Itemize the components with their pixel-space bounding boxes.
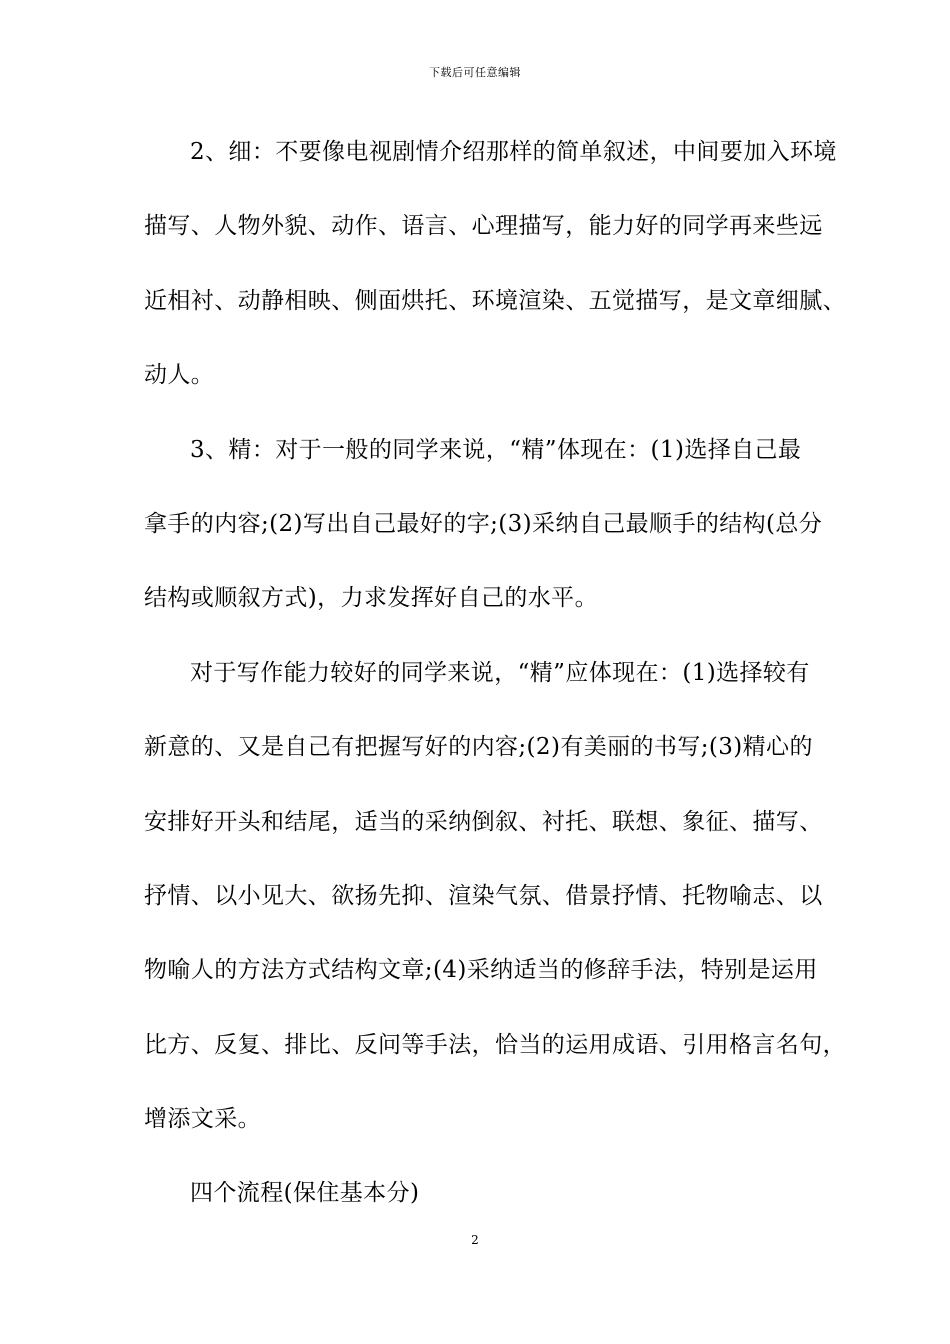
paragraph-line: 描写、人物外貌、动作、语言、心理描写，能力好的同学再来些远 — [144, 213, 823, 240]
paragraph-line: 比方、反复、排比、反问等手法，恰当的运用成语、引用格言名句， — [144, 1031, 846, 1058]
document-body — [144, 131, 846, 1247]
page-number: 2 — [471, 1233, 479, 1247]
paragraph-line: 物喻人的方法方式结构文章;(4)采纳适当的修辞手法，特别是运用 — [144, 957, 818, 984]
paragraph-line: 2、细：不要像电视剧情介绍那样的简单叙述，中间要加入环境 — [190, 139, 837, 165]
section-heading: 四个流程(保住基本分) — [190, 1180, 420, 1207]
paragraph-line: 抒情、以小见大、欲扬先抑、渲染气氛、借景抒情、托物喻志、以 — [144, 882, 823, 909]
page-header: 下载后可任意编辑 — [429, 66, 521, 79]
paragraph-line: 安排好开头和结尾，适当的采纳倒叙、衬托、联想、象征、描写、 — [144, 808, 823, 835]
paragraph-line: 对于写作能力较好的同学来说，“精”应体现在：(1)选择较有 — [190, 659, 810, 686]
paragraph-line: 拿手的内容;(2)写出自己最好的字;(3)采纳自己最顺手的结构(总分 — [144, 510, 823, 537]
paragraph-line: 结构或顺叙方式)，力求发挥好自己的水平。 — [144, 585, 598, 612]
paragraph-line: 近相衬、动静相映、侧面烘托、环境渲染、五觉描写，是文章细腻、 — [144, 287, 846, 314]
paragraph-line: 新意的、又是自己有把握写好的内容;(2)有美丽的书写;(3)精心的 — [144, 734, 813, 761]
paragraph-line: 增添文采。 — [144, 1106, 261, 1133]
paragraph-line: 3、精：对于一般的同学来说，“精”体现在：(1)选择自己最 — [190, 436, 802, 463]
paragraph-line: 动人。 — [144, 362, 215, 389]
